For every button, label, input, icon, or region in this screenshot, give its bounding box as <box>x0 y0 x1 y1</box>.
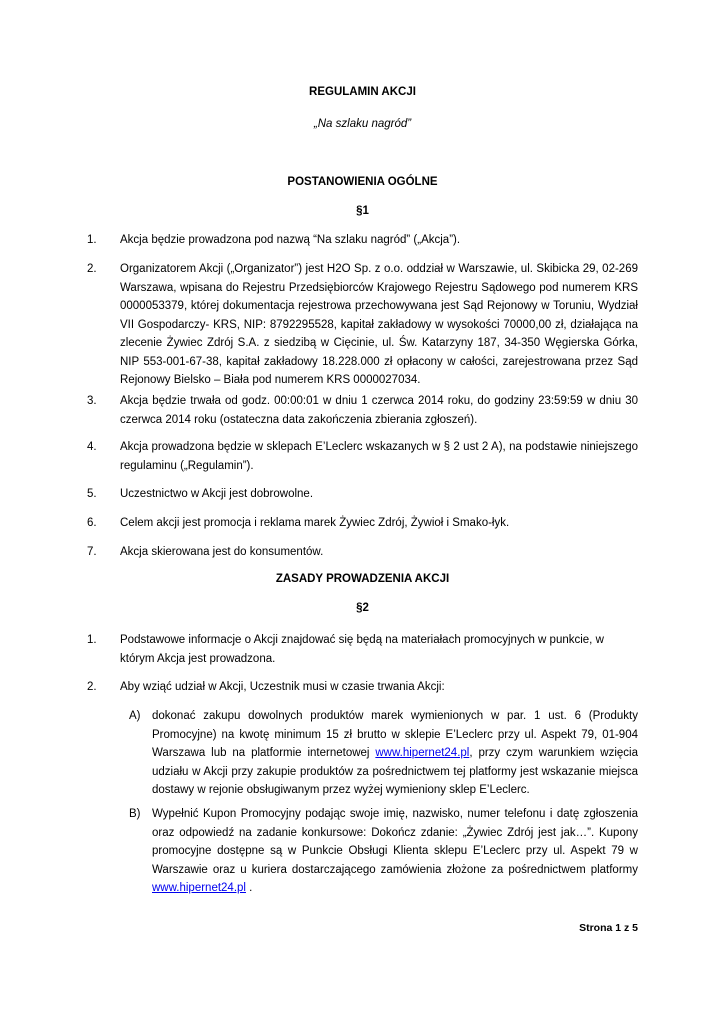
list-item-number: 2. <box>87 681 97 693</box>
list-item-number: 5. <box>87 488 97 500</box>
list-item-text: Akcja skierowana jest do konsumentów. <box>120 546 324 558</box>
list-item-text: Podstawowe informacje o Akcji znajdować się będą na materiałach promocyjnych w punkcie, w którym Akcja jest prowadzona. <box>120 634 604 665</box>
sub-list-item-text-part: dokonać zakupu dowolnych produktów marek wymienionych w par. 1 ust. 6 (Produkty Promocyjne) na kwotę minimum 15 zł brutto w sklepie E’Leclerc przy ul. Aspekt 79, 01-904 Warszawa lub na platformie internetowej <box>152 710 638 759</box>
document-title: REGULAMIN AKCJI <box>309 86 416 98</box>
list-item-text: Akcja będzie trwała od godz. 00:00:01 w dniu 1 czerwca 2014 roku, do godziny 23:59:59 w dniu 30 czerwca 2014 roku (ostateczna data zakończenia zbierania zgłoszeń). <box>120 395 638 426</box>
list-item-number: 1. <box>87 234 97 246</box>
list-item-text: Aby wziąć udział w Akcji, Uczestnik musi w czasie trwania Akcji: <box>120 681 445 693</box>
section1-paragraph-mark: §1 <box>356 205 369 217</box>
list-item-text: Celem akcji jest promocja i reklama marek Żywiec Zdrój, Żywioł i Smako-łyk. <box>120 517 510 529</box>
list-item-number: 1. <box>87 634 97 646</box>
list-item-number: 2. <box>87 263 97 275</box>
sub-list-item-letter: A) <box>129 710 141 722</box>
sub-list-item-letter: B) <box>129 808 141 820</box>
list-item-number: 6. <box>87 517 97 529</box>
list-item-text: Akcja będzie prowadzona pod nazwą “Na szlaku nagród” („Akcja”). <box>120 234 461 246</box>
sub-list-item-text-part: . <box>245 882 253 894</box>
section1-heading: POSTANOWIENIA OGÓLNE <box>287 176 438 188</box>
list-item-number: 7. <box>87 546 97 558</box>
section2-heading: ZASADY PROWADZENIA AKCJI <box>275 573 450 585</box>
list-item-text: Organizatorem Akcji („Organizator”) jest H2O Sp. z o.o. oddział w Warszawie, ul. Skibicka 29, 02-269 Warszawa, wpisana do Rejestru Przedsiębiorców Krajowego Rejestru Sądowego pod numerem KRS 0000053379, której dokumentacja rejestrowa przechowywana jest Sąd Rejonowy w Toruniu, Wydział VII Gospodarczy- KRS, NIP: 8792295528, kapitał zakładowy w wysokości 70000,00 zł, działająca na zlecenie Żywiec Zdrój S.A. z siedzibą w Cięcinie, ul. Św. Katarzyny 187, 34-350 Węgierska Górka, NIP 553-001-67-38, kapitał zakładowy 18.228.000 zł opłacony w całości, zarejestrowana przez Sąd Rejonowy Bielsko – Biała pod numerem KRS 0000027034. <box>120 263 638 386</box>
list-item-number: 4. <box>87 441 97 453</box>
hipernet24-link[interactable]: www.hipernet24.pl <box>152 882 246 894</box>
sub-list-item-text <box>152 707 638 800</box>
hipernet24-link[interactable]: www.hipernet24.pl <box>375 747 470 759</box>
sub-list-item-text-part: Wypełnić Kupon Promocyjny podając swoje imię, nazwisko, numer telefonu i datę zgłoszenia oraz odpowiedź na zadanie konkursowe: Dokończ zdanie: „Żywiec Zdrój jest jak…”. Kupony promocyjne dostępne są w Punkcie Obsługi Klienta sklepu E’Leclerc przy ul. Aspekt 79 w Warszawie oraz u kuriera dostarczającego zamówienia złożone za pośrednictwem platformy <box>152 808 638 876</box>
sub-list-item-text <box>152 805 638 898</box>
sub-list-item-text-part: , przy czym warunkiem wzięcia udziału w Akcji przy zakupie produktów za pośrednictwem tej platformy jest wskazanie miejsca dostawy w rejonie obsługiwanym przez wyżej wymieniony sklep E’Leclerc. <box>152 747 638 796</box>
section2-paragraph-mark: §2 <box>356 602 369 614</box>
list-item-number: 3. <box>87 395 97 407</box>
list-item-text: Uczestnictwo w Akcji jest dobrowolne. <box>120 488 314 500</box>
document-subtitle: „Na szlaku nagród” <box>313 118 412 130</box>
list-item-text: Akcja prowadzona będzie w sklepach E’Leclerc wskazanych w § 2 ust 2 A), na podstawie niniejszego regulaminu („Regulamin”). <box>120 441 638 472</box>
page-number: Strona 1 z 5 <box>579 922 638 934</box>
